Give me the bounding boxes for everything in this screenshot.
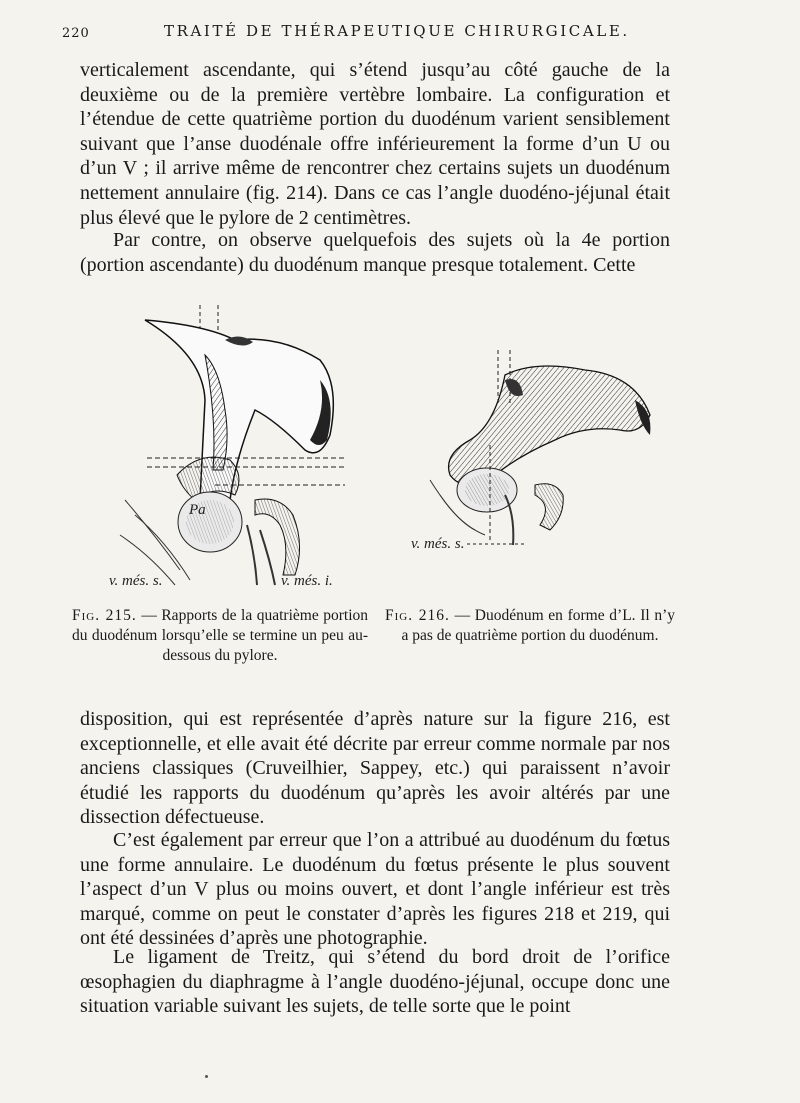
paragraph-3: disposition, qui est représentée d’après nature sur la figure 216, est exceptionnelle, et elle avait été décrite par erreur comme normale par nos anciens classiques (Cruveilhier, Sappey, etc.) qui paraissent n’avoir étudié les rapports du duodénum qu’après les avoir altérés par une dissection défectueuse. xyxy=(80,708,670,829)
page-header xyxy=(62,18,682,46)
fig215-caption-text: — Rapports de la quatrième portion du duodénum lorsqu’elle se termine un peu au-dessous du pylore. xyxy=(72,607,369,664)
ink-speck xyxy=(205,1075,208,1078)
fig216-caption-text: — Duodénum en forme d’L. Il n’y a pas de quatrième portion du duodénum. xyxy=(401,607,676,644)
figure-215-caption xyxy=(72,606,368,666)
figure-215-illustration xyxy=(105,300,365,595)
fig215-label-vmi: v. més. i. xyxy=(281,573,333,589)
paragraph-5: Le ligament de Treitz, qui s’étend du bord droit de l’orifice œsophagien du diaphragme à l’angle duodéno-jéjunal, occupe donc une situation variable suivant les sujets, de telle sorte que le point xyxy=(80,946,670,1018)
paragraph-4: C’est également par erreur que l’on a attribué au duodénum du fœtus une forme annulaire. Le duodénum du fœtus présente le plus souvent l’aspect d’un V plus ou moins ouvert, et dont l’angle inférieur est très marqué, comme on peut le constater d’après les figures 218 et 219, qui ont été dessinées d’après une photographie. xyxy=(80,829,670,950)
running-title: TRAITÉ DE THÉRAPEUTIQUE CHIRURGICALE. xyxy=(164,22,630,40)
fig215-label-pa: Pa xyxy=(189,502,206,518)
fig215-label-vms: v. més. s. xyxy=(109,573,163,589)
figure-216-caption xyxy=(385,606,675,646)
figure-216-illustration xyxy=(405,345,670,560)
page-number: 220 xyxy=(62,26,90,41)
fig216-caption-number: Fig. 216. xyxy=(385,607,450,624)
fig215-caption-number: Fig. 215. xyxy=(72,607,137,624)
paragraph-2: Par contre, on observe quelquefois des sujets où la 4e portion (portion ascendante) du duodénum manque presque totalement. Cette xyxy=(80,229,670,276)
fig216-label-vms: v. més. s. xyxy=(411,536,465,552)
paragraph-1: verticalement ascendante, qui s’étend jusqu’au côté gauche de la deuxième ou de la première vertèbre lombaire. La configuration et l’étendue de cette quatrième portion du duodénum varient sensiblement suivant que l’anse duodénale offre inférieurement la forme d’un U ou d’un V ; il arrive même de rencontrer chez certains sujets un duodénum nettement annulaire (fig. 214). Dans ce cas l’angle duodéno-jéjunal était plus élevé que le pylore de 2 centimètres. xyxy=(80,59,670,229)
